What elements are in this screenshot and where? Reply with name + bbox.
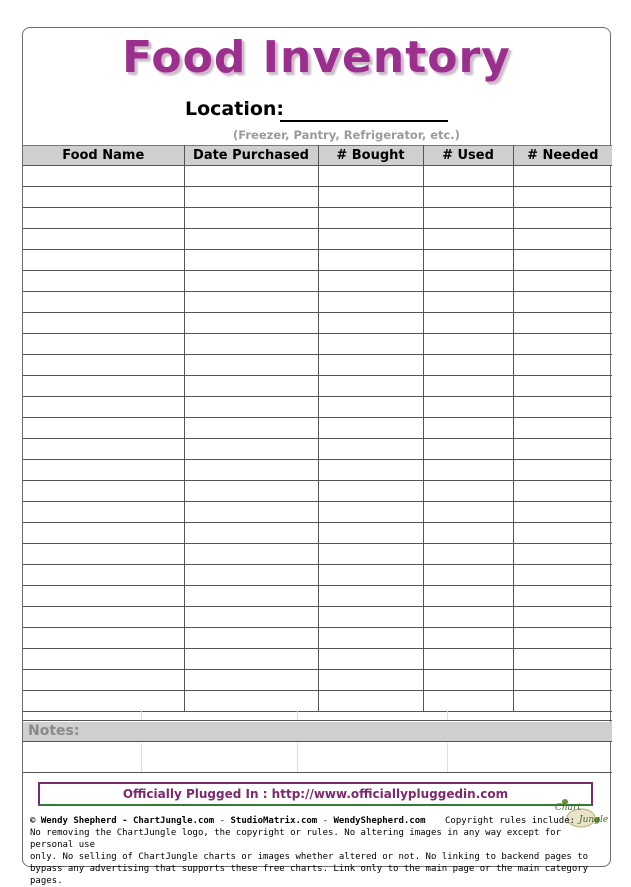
col-bought: # Bought bbox=[318, 146, 423, 166]
table-cell bbox=[513, 355, 612, 376]
table-cell bbox=[513, 649, 612, 670]
table-cell bbox=[423, 355, 513, 376]
table-body bbox=[23, 166, 612, 712]
table-cell bbox=[423, 187, 513, 208]
table-cell bbox=[184, 166, 318, 187]
table-row bbox=[23, 250, 612, 271]
copyright-line-1: No removing the ChartJungle logo, the copyright or rules. No altering images in any way except for personal use bbox=[30, 828, 562, 850]
table-row bbox=[23, 418, 612, 439]
table-cell bbox=[318, 376, 423, 397]
table-cell bbox=[184, 271, 318, 292]
table-row bbox=[23, 523, 612, 544]
copyright-rules-intro: Copyright rules include: bbox=[445, 816, 576, 826]
table-cell bbox=[23, 628, 184, 649]
table-cell bbox=[23, 271, 184, 292]
table-cell bbox=[513, 565, 612, 586]
table-row bbox=[23, 460, 612, 481]
table-cell bbox=[184, 313, 318, 334]
table-header-row bbox=[23, 146, 612, 166]
col-food-name: Food Name bbox=[23, 146, 184, 166]
table-cell bbox=[184, 397, 318, 418]
table-row bbox=[23, 670, 612, 691]
table-row bbox=[23, 586, 612, 607]
table-cell bbox=[423, 418, 513, 439]
page-title: Food Inventory bbox=[122, 32, 511, 83]
table-cell bbox=[423, 691, 513, 712]
table-cell bbox=[23, 397, 184, 418]
table-cell bbox=[423, 166, 513, 187]
table-row bbox=[23, 208, 612, 229]
table-cell bbox=[318, 649, 423, 670]
table-row bbox=[23, 187, 612, 208]
table-cell bbox=[318, 481, 423, 502]
table-cell bbox=[318, 439, 423, 460]
table-row bbox=[23, 502, 612, 523]
table-cell bbox=[513, 292, 612, 313]
table-cell bbox=[318, 670, 423, 691]
table-cell bbox=[184, 502, 318, 523]
table-cell bbox=[513, 586, 612, 607]
table-cell bbox=[23, 418, 184, 439]
table-cell bbox=[513, 376, 612, 397]
notes-label: Notes: bbox=[28, 723, 80, 739]
table-cell bbox=[23, 355, 184, 376]
table-cell bbox=[23, 607, 184, 628]
table-cell bbox=[423, 460, 513, 481]
col-used: # Used bbox=[423, 146, 513, 166]
table-cell bbox=[318, 208, 423, 229]
table-cell bbox=[23, 313, 184, 334]
table-cell bbox=[23, 250, 184, 271]
table-cell bbox=[318, 691, 423, 712]
table-cell bbox=[513, 166, 612, 187]
plug-banner: Officially Plugged In : http://www.officiallypluggedin.com bbox=[38, 782, 593, 806]
copyright-author: © Wendy Shepherd - ChartJungle.com bbox=[30, 816, 215, 826]
table-cell bbox=[423, 649, 513, 670]
table-cell bbox=[513, 502, 612, 523]
location-hint: (Freezer, Pantry, Refrigerator, etc.) bbox=[233, 128, 460, 142]
table-cell bbox=[23, 208, 184, 229]
table-cell bbox=[23, 565, 184, 586]
table-cell bbox=[423, 271, 513, 292]
table-row bbox=[23, 334, 612, 355]
table-row bbox=[23, 376, 612, 397]
table-cell bbox=[318, 250, 423, 271]
table-cell bbox=[23, 586, 184, 607]
table-cell bbox=[423, 334, 513, 355]
table-cell bbox=[184, 586, 318, 607]
table-cell bbox=[184, 670, 318, 691]
table-cell bbox=[318, 544, 423, 565]
table-cell bbox=[318, 628, 423, 649]
table-cell bbox=[184, 250, 318, 271]
table-row bbox=[23, 397, 612, 418]
table-cell bbox=[423, 544, 513, 565]
table-cell bbox=[23, 460, 184, 481]
table-cell bbox=[513, 397, 612, 418]
table-cell bbox=[23, 691, 184, 712]
col-date-purchased: Date Purchased bbox=[184, 146, 318, 166]
table-row bbox=[23, 481, 612, 502]
table-cell bbox=[513, 439, 612, 460]
notes-separator bbox=[23, 710, 612, 721]
table-cell bbox=[184, 439, 318, 460]
table-cell bbox=[513, 313, 612, 334]
table-cell bbox=[23, 166, 184, 187]
table-cell bbox=[184, 565, 318, 586]
table-cell bbox=[423, 313, 513, 334]
table-cell bbox=[423, 397, 513, 418]
table-cell bbox=[184, 628, 318, 649]
table-cell bbox=[513, 544, 612, 565]
table-cell bbox=[423, 502, 513, 523]
table-cell bbox=[513, 250, 612, 271]
table-cell bbox=[318, 586, 423, 607]
table-cell bbox=[423, 628, 513, 649]
table-cell bbox=[513, 271, 612, 292]
table-cell bbox=[318, 565, 423, 586]
location-label: Location: bbox=[185, 98, 285, 120]
table-row bbox=[23, 544, 612, 565]
table-cell bbox=[184, 208, 318, 229]
table-cell bbox=[423, 586, 513, 607]
inventory-table bbox=[23, 145, 612, 712]
table-cell bbox=[184, 523, 318, 544]
copyright-site: WendyShepherd.com bbox=[333, 816, 426, 826]
notes-header bbox=[23, 722, 612, 742]
copyright-studio: StudioMatrix.com bbox=[230, 816, 318, 826]
table-cell bbox=[513, 523, 612, 544]
table-cell bbox=[318, 523, 423, 544]
table-row bbox=[23, 313, 612, 334]
table-cell bbox=[423, 481, 513, 502]
table-cell bbox=[318, 313, 423, 334]
table-cell bbox=[184, 376, 318, 397]
location-write-line bbox=[280, 120, 448, 122]
table-cell bbox=[513, 187, 612, 208]
table-cell bbox=[318, 292, 423, 313]
table-cell bbox=[318, 355, 423, 376]
table-cell bbox=[184, 544, 318, 565]
table-row bbox=[23, 355, 612, 376]
table-cell bbox=[184, 355, 318, 376]
table-cell bbox=[184, 481, 318, 502]
copyright-line-3: bypass any advertising that supports these free charts. Link only to the main page or the main category pages. bbox=[30, 864, 589, 886]
table-cell bbox=[318, 229, 423, 250]
table-cell bbox=[23, 502, 184, 523]
svg-text:Jungle: Jungle bbox=[579, 815, 609, 825]
col-needed: # Needed bbox=[513, 146, 612, 166]
table-row bbox=[23, 565, 612, 586]
table-cell bbox=[423, 670, 513, 691]
table-row bbox=[23, 439, 612, 460]
table-cell bbox=[318, 460, 423, 481]
table-row bbox=[23, 607, 612, 628]
copyright-line-2: only. No selling of ChartJungle charts or images whether altered or not. No linking to backend pages to bbox=[30, 852, 589, 862]
table-cell bbox=[513, 418, 612, 439]
table-cell bbox=[23, 439, 184, 460]
table-cell bbox=[423, 523, 513, 544]
table-cell bbox=[318, 334, 423, 355]
table-cell bbox=[513, 607, 612, 628]
table-cell bbox=[513, 691, 612, 712]
table-cell bbox=[318, 418, 423, 439]
table-row bbox=[23, 229, 612, 250]
table-cell bbox=[513, 481, 612, 502]
table-cell bbox=[184, 187, 318, 208]
table-cell bbox=[184, 691, 318, 712]
table-cell bbox=[423, 208, 513, 229]
table-row bbox=[23, 166, 612, 187]
table-cell bbox=[318, 502, 423, 523]
table-cell bbox=[318, 397, 423, 418]
table-cell bbox=[318, 271, 423, 292]
table-cell bbox=[318, 187, 423, 208]
copyright-notice: © Wendy Shepherd - ChartJungle.com - StudioMatrix.com - WendyShepherd.com Copyright rules include: No removing the ChartJungle logo, the copyright or rules. No altering images in any way except for personal use only. No selling of ChartJungle charts or images whether altered or not. No linking to backend pages to bypass any advertising that supports these free charts. Link only to the main page or the main category pages. bbox=[30, 816, 589, 886]
table-cell bbox=[23, 292, 184, 313]
svg-text:Chart: Chart bbox=[555, 803, 581, 813]
table-cell bbox=[23, 229, 184, 250]
table-cell bbox=[513, 460, 612, 481]
table-row bbox=[23, 292, 612, 313]
table-cell bbox=[513, 229, 612, 250]
table-cell bbox=[423, 229, 513, 250]
table-cell bbox=[513, 628, 612, 649]
table-cell bbox=[423, 607, 513, 628]
table-cell bbox=[423, 565, 513, 586]
table-cell bbox=[423, 292, 513, 313]
table-cell bbox=[23, 649, 184, 670]
table-cell bbox=[184, 292, 318, 313]
table-cell bbox=[318, 166, 423, 187]
table-cell bbox=[513, 208, 612, 229]
table-row bbox=[23, 649, 612, 670]
table-cell bbox=[23, 376, 184, 397]
table-cell bbox=[423, 439, 513, 460]
table-cell bbox=[318, 607, 423, 628]
table-cell bbox=[513, 334, 612, 355]
table-cell bbox=[423, 250, 513, 271]
table-cell bbox=[23, 481, 184, 502]
table-cell bbox=[184, 460, 318, 481]
table-cell bbox=[513, 670, 612, 691]
table-cell bbox=[184, 334, 318, 355]
table-cell bbox=[184, 607, 318, 628]
table-cell bbox=[423, 376, 513, 397]
table-cell bbox=[184, 229, 318, 250]
table-row bbox=[23, 628, 612, 649]
table-row bbox=[23, 691, 612, 712]
inventory-sheet bbox=[22, 27, 611, 886]
table-cell bbox=[23, 544, 184, 565]
table-cell bbox=[184, 649, 318, 670]
table-cell bbox=[184, 418, 318, 439]
notes-area bbox=[23, 743, 612, 773]
table-cell bbox=[23, 187, 184, 208]
table-row bbox=[23, 271, 612, 292]
table-cell bbox=[23, 670, 184, 691]
table-cell bbox=[23, 523, 184, 544]
table-cell bbox=[23, 334, 184, 355]
